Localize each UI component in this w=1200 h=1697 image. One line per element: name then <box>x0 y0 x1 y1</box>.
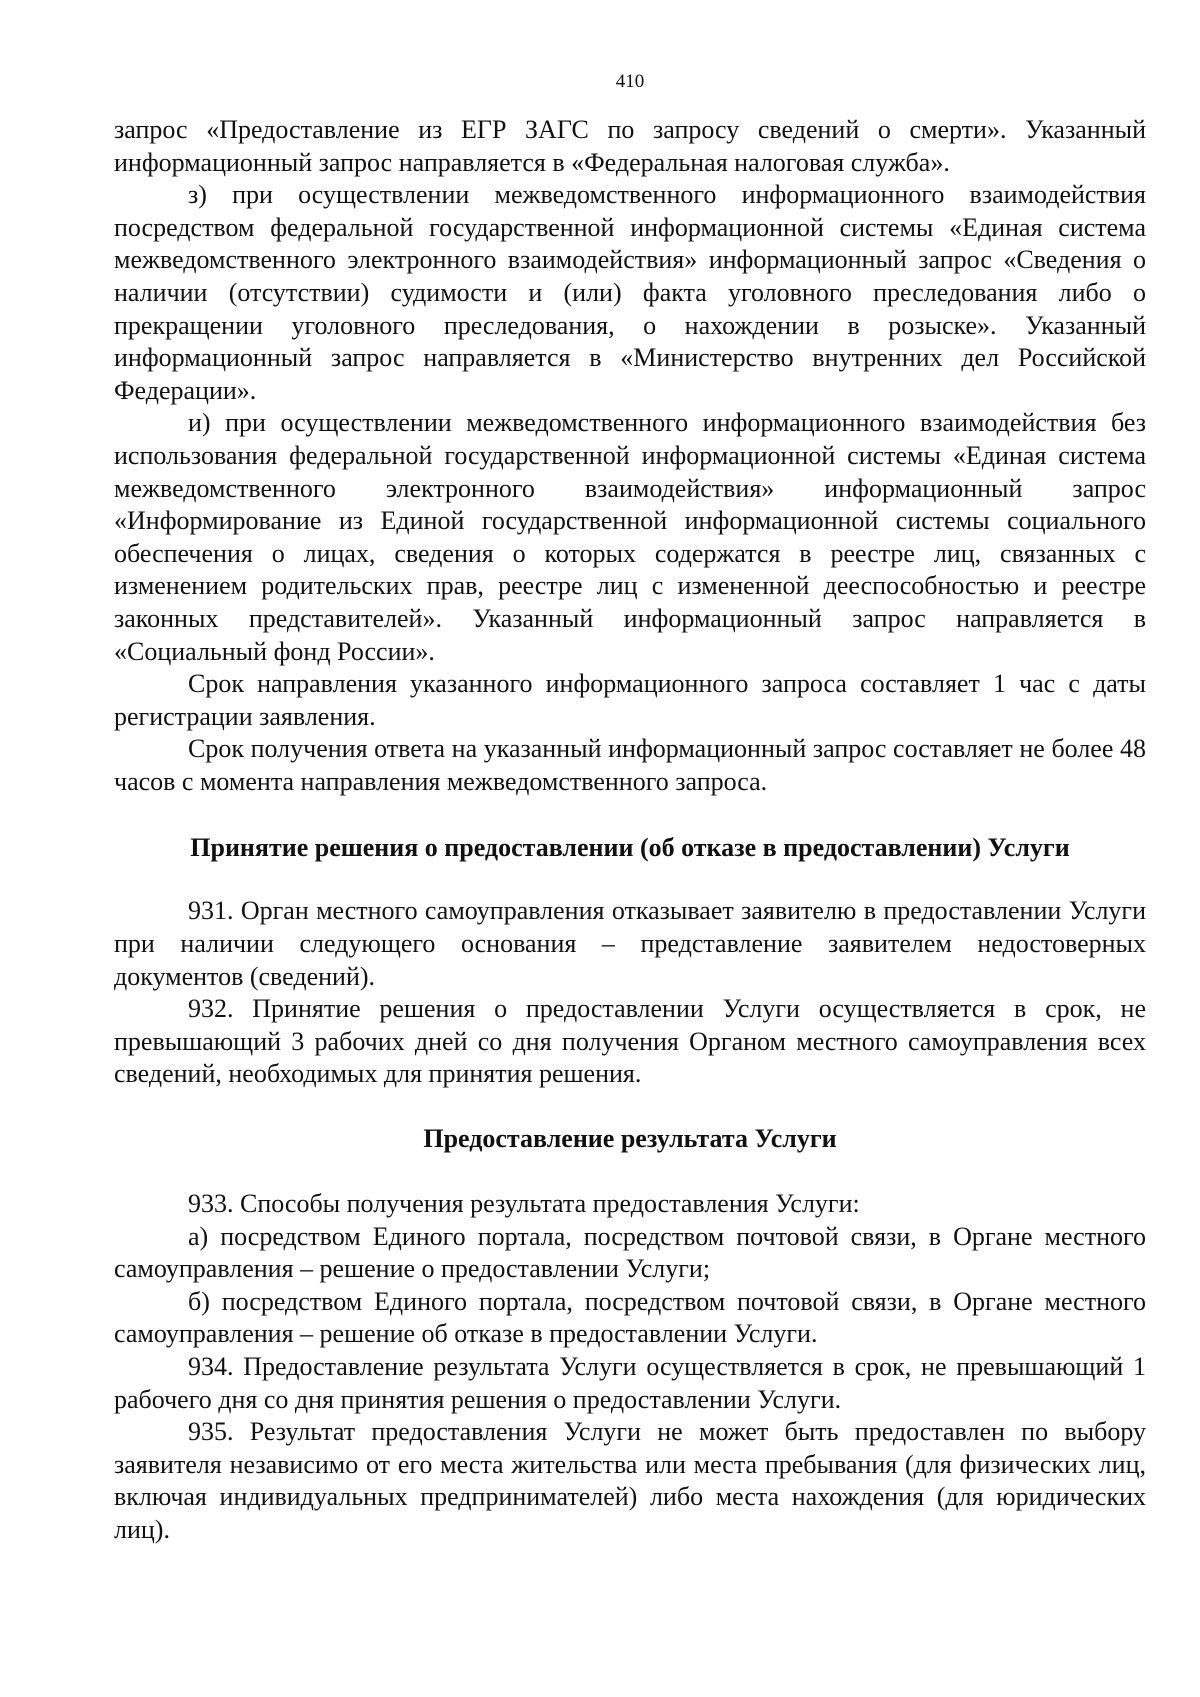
paragraph-request-death-info: запрос «Предоставление из ЕГР ЗАГС по запросу сведений о смерти». Указанный информационный запрос направляется в «Федеральная налоговая служба». <box>114 115 1146 177</box>
paragraph-response-deadline: Срок получения ответа на указанный информационный запрос составляет не более 48 часов с момента направления межведомственного запроса. <box>114 734 1146 796</box>
paragraph-931: 931. Орган местного самоуправления отказывает заявителю в предоставлении Услуги при наличии следующего основания – представление заявителем недостоверных документов (сведений). <box>114 896 1146 991</box>
paragraph-item-i: и) при осуществлении межведомственного информационного взаимодействия без использования федеральной государственной информационной системы «Единая система межведомственного электронного взаимодействия» информационный запрос «Информирование из Единой государственной информационной системы социального обеспечения о лицах, сведения о которых содержатся в реестре лиц, связанных с изменением родительских прав, реестре лиц с измененной дееспособностью и реестре законных представителей». Указанный информационный запрос направляется в «Социальный фонд России». <box>114 408 1146 666</box>
paragraph-934: 934. Предоставление результата Услуги осуществляется в срок, не превышающий 1 рабочего дня со дня принятия решения о предоставлении Услуги. <box>114 1352 1146 1414</box>
paragraph-932: 932. Принятие решения о предоставлении Услуги осуществляется в срок, не превышающий 3 рабочих дней со дня получения Органом местного самоуправления всех сведений, необходимых для принятия решения. <box>114 994 1146 1089</box>
paragraph-935: 935. Результат предоставления Услуги не может быть предоставлен по выбору заявителя независимо от его места жительства или места пребывания (для физических лиц, включая индивидуальных предпринимателей) либо места нахождения (для юридических лиц). <box>114 1417 1146 1544</box>
paragraph-933-a: а) посредством Единого портала, посредством почтовой связи, в Органе местного самоуправления – решение о предоставлении Услуги; <box>114 1221 1146 1284</box>
section-heading-result: Предоставление результата Услуги <box>423 1124 837 1154</box>
paragraph-933: 933. Способы получения результата предоставления Услуги: <box>188 1189 860 1219</box>
paragraph-933-b: б) посредством Единого портала, посредством почтовой связи, в Органе местного самоуправления – решение об отказе в предоставлении Услуги. <box>114 1286 1146 1349</box>
page-number: 410 <box>615 71 645 92</box>
section-heading-decision: Принятие решения о предоставлении (об отказе в предоставлении) Услуги <box>190 833 1070 863</box>
paragraph-item-z: з) при осуществлении межведомственного информационного взаимодействия посредством федеральной государственной информационной системы «Единая система межведомственного электронного взаимодействия» информационный запрос «Сведения о наличии (отсутствии) судимости и (или) факта уголовного преследования либо о прекращении уголовного преследования, о нахождении в розыске». Указанный информационный запрос направляется в «Министерство внутренних дел Российской Федерации». <box>114 180 1146 405</box>
document-page <box>114 62 1146 1662</box>
paragraph-request-deadline: Срок направления указанного информационного запроса составляет 1 час с даты регистрации заявления. <box>114 669 1146 731</box>
